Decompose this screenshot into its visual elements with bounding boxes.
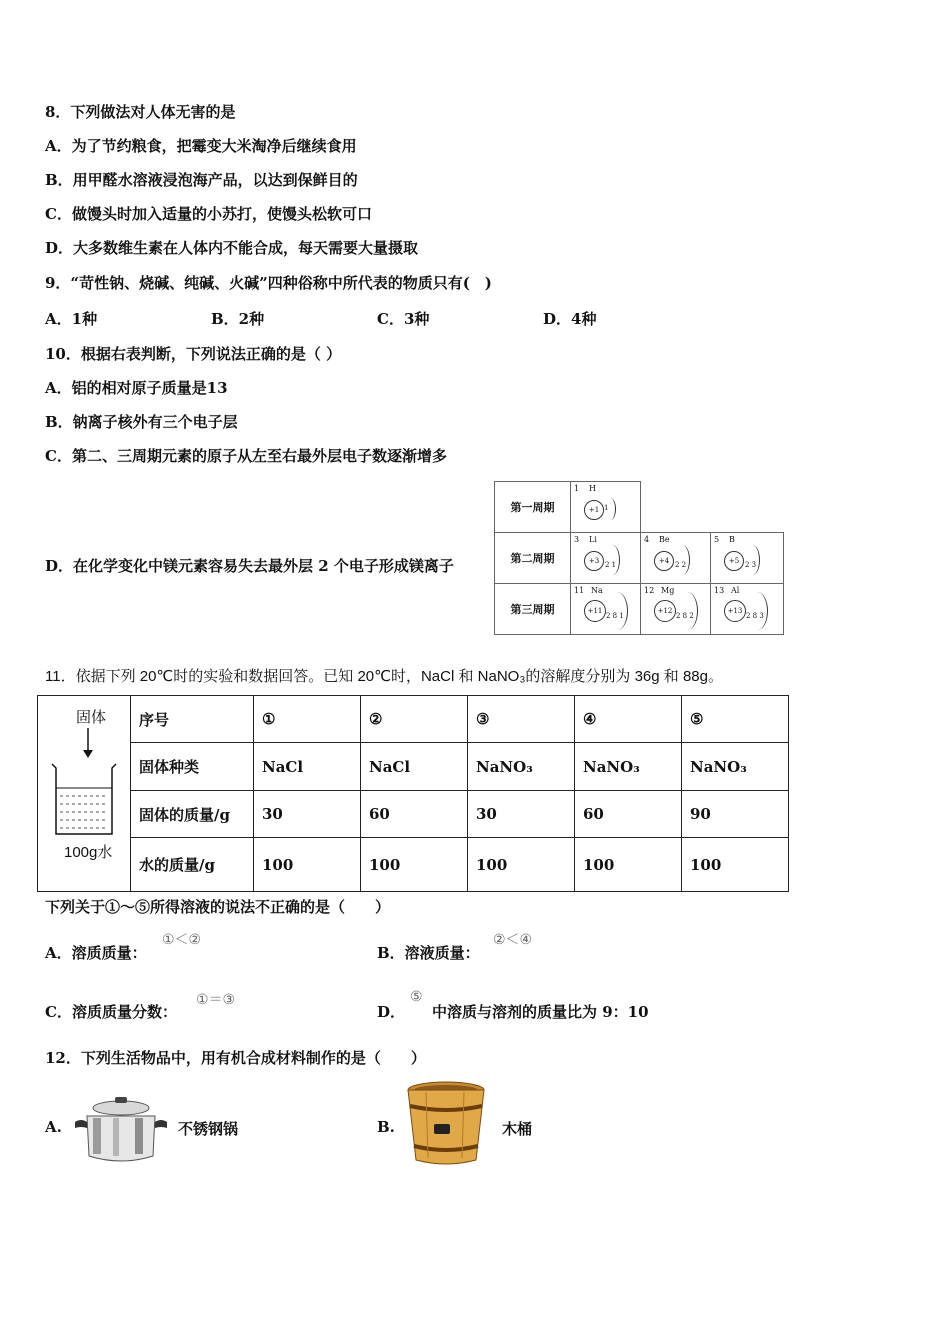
q12-option-b-label: B.: [377, 1118, 395, 1136]
row-label-water-mass: 水的质量/g: [131, 838, 254, 892]
element-symbol: B: [729, 535, 735, 544]
q12-stem: 12．下列生活物品中，用有机合成材料制作的是（ ）: [45, 1049, 426, 1067]
q10-option-c: C．第二、三周期元素的原子从左至右最外层电子数逐渐增多: [45, 447, 447, 465]
beaker-figure-cell: [38, 696, 131, 892]
shell-electrons: 2 8 3: [746, 612, 764, 620]
q8-option-a: A．为了节约粮食，把霉变大米淘净后继续食用: [45, 137, 357, 155]
periodic-table-figure: [494, 481, 784, 634]
nucleus: +12: [654, 600, 676, 622]
q11-option-d-label: D．: [377, 1003, 406, 1021]
nucleus: +11: [584, 600, 606, 622]
shell-electrons: 1: [604, 504, 609, 512]
element-number: 5: [714, 535, 720, 544]
q9-option-a: A．1种: [45, 310, 98, 328]
q11-option-b-label: B．溶液质量：: [377, 944, 480, 962]
element-cell-li: [570, 532, 641, 584]
shell-electrons: 2 1: [605, 561, 617, 569]
q9-option-c: C．3种: [377, 310, 430, 328]
q10-option-d: D．在化学变化中镁元素容易失去最外层 2 个电子形成镁离子: [45, 557, 454, 575]
q11-option-c-expr: ①＝③: [196, 992, 236, 1008]
q12-option-b-text: 木桶: [502, 1120, 533, 1138]
q11-option-d-expr: ⑤: [410, 989, 423, 1005]
nucleus: +1: [584, 500, 604, 520]
row-label-solid-mass: 固体的质量/g: [131, 790, 254, 837]
q8-option-d: D．大多数维生素在人体内不能合成，每天需要大量摄取: [45, 239, 419, 257]
beaker-icon: [48, 726, 123, 836]
element-cell-be: [640, 532, 711, 584]
index-cell-3: ③: [468, 696, 575, 743]
nucleus: +3: [584, 551, 604, 571]
shell-electrons: 2 2: [675, 561, 687, 569]
q10-stem: 10．根据右表判断，下列说法正确的是（ ）: [45, 345, 342, 363]
index-cell-4: ④: [575, 696, 682, 743]
element-symbol: H: [589, 484, 596, 493]
row-label-index: 序号: [131, 696, 254, 743]
q11-question: 下列关于①～⑤所得溶液的说法不正确的是（ ）: [45, 898, 391, 916]
solid-mass-cell-2: 60: [361, 790, 468, 837]
q11-option-a-expr: ①＜②: [162, 932, 202, 948]
period-2-label: 第二周期: [494, 532, 571, 584]
element-symbol: Be: [659, 535, 670, 544]
beaker-solid-label: 固体: [76, 709, 107, 726]
electron-shell-arc: [605, 545, 620, 575]
water-mass-cell-1: 100: [254, 838, 361, 892]
element-number: 4: [644, 535, 650, 544]
q11-option-a-label: A．溶质质量：: [45, 944, 147, 962]
solid-type-cell-3: NaNO₃: [468, 743, 575, 790]
nucleus: +5: [724, 551, 744, 571]
index-cell-5: ⑤: [682, 696, 789, 743]
q11-stem: 11．依据下列 20℃时的实验和数据回答。已知 20℃时，NaCl 和 NaNO₃的溶解度分别为 36g 和 88g。: [45, 668, 723, 685]
q8-option-b: B．用甲醛水溶液浸泡海产品，以达到保鲜目的: [45, 171, 358, 189]
nucleus: +4: [654, 551, 674, 571]
shell-electrons: 2 3: [745, 561, 757, 569]
index-cell-2: ②: [361, 696, 468, 743]
element-cell-h: [570, 481, 641, 533]
period-3-label: 第三周期: [494, 583, 571, 635]
element-cell-mg: [640, 583, 711, 635]
row-label-solid-type: 固体种类: [131, 743, 254, 790]
element-number: 1: [574, 484, 580, 493]
solid-mass-cell-4: 60: [575, 790, 682, 837]
stainless-pot-icon: [73, 1094, 168, 1166]
solid-mass-cell-1: 30: [254, 790, 361, 837]
element-cell-na: [570, 583, 641, 635]
element-symbol: Mg: [661, 586, 675, 595]
period-1-label: 第一周期: [494, 481, 571, 533]
element-cell-b: [710, 532, 784, 584]
q8-option-c: C．做馒头时加入适量的小苏打，使馒头松软可口: [45, 205, 372, 223]
element-symbol: Na: [591, 586, 603, 595]
q11-option-d-text: 中溶质与溶剂的质量比为 9：10: [432, 1003, 649, 1021]
q9-stem: 9．“苛性钠、烧碱、纯碱、火碱”四种俗称中所代表的物质只有( ): [45, 274, 492, 292]
q9-option-b: B．2种: [211, 310, 265, 328]
element-number: 13: [714, 586, 725, 595]
electron-shell-arc: [677, 592, 698, 630]
index-cell-1: ①: [254, 696, 361, 743]
q10-option-a: A．铝的相对原子质量是13: [45, 379, 228, 397]
water-mass-cell-3: 100: [468, 838, 575, 892]
water-mass-cell-5: 100: [682, 838, 789, 892]
q11-option-b-expr: ②＜④: [493, 932, 533, 948]
q12-option-a-label: A.: [45, 1118, 62, 1136]
shell-electrons: 2 8 1: [606, 612, 624, 620]
solid-type-cell-1: NaCl: [254, 743, 361, 790]
water-mass-cell-2: 100: [361, 838, 468, 892]
electron-shell-arc: [745, 545, 760, 575]
electron-shell-arc: [675, 545, 690, 575]
element-number: 12: [644, 586, 655, 595]
solid-mass-cell-5: 90: [682, 790, 789, 837]
q11-option-c-label: C．溶质质量分数：: [45, 1003, 177, 1021]
electron-shell-arc: [607, 592, 628, 630]
element-symbol: Li: [589, 535, 597, 544]
element-symbol: Al: [731, 586, 740, 595]
electron-shell-arc: [747, 592, 768, 630]
solid-type-cell-5: NaNO₃: [682, 743, 789, 790]
water-mass-cell-4: 100: [575, 838, 682, 892]
shell-electrons: 2 8 2: [676, 612, 694, 620]
element-number: 11: [574, 586, 585, 595]
solid-mass-cell-3: 30: [468, 790, 575, 837]
wooden-bucket-icon: [404, 1080, 488, 1168]
element-cell-al: [710, 583, 784, 635]
experiment-table: [37, 695, 789, 892]
q8-stem: 8．下列做法对人体无害的是: [45, 103, 236, 121]
solid-type-cell-2: NaCl: [361, 743, 468, 790]
element-number: 3: [574, 535, 580, 544]
q10-option-b: B．钠离子核外有三个电子层: [45, 413, 238, 431]
q12-option-a-text: 不锈钢锅: [178, 1120, 239, 1138]
q9-option-d: D．4种: [543, 310, 597, 328]
solid-type-cell-4: NaNO₃: [575, 743, 682, 790]
beaker-water-label: 100g水: [64, 844, 113, 861]
nucleus: +13: [724, 600, 746, 622]
